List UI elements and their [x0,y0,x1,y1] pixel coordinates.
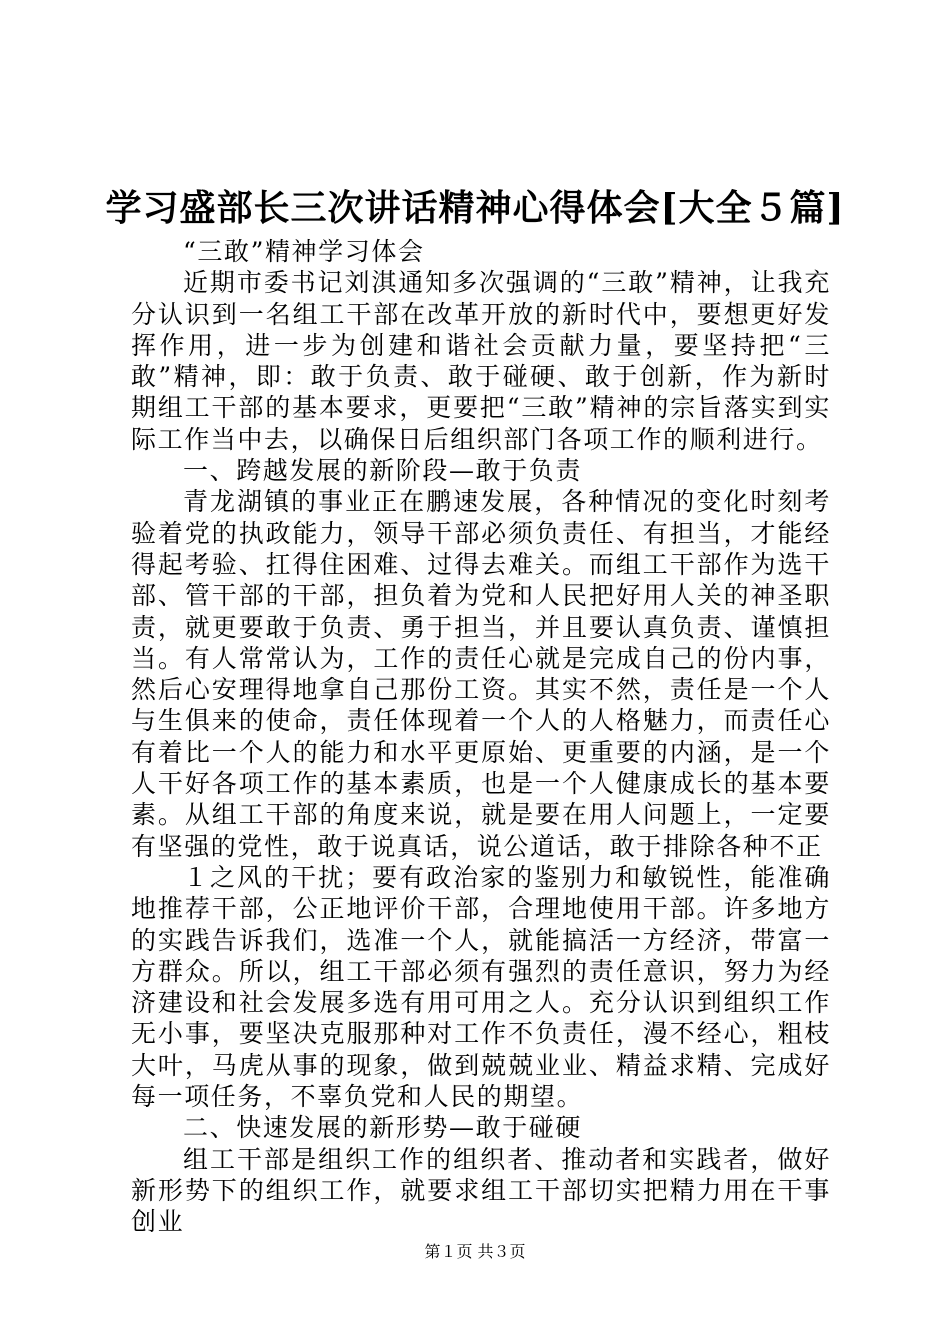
document-title: 学习盛部长三次讲话精神心得体会[大全５篇] [105,187,845,229]
page-footer: 第１页 共３页 [424,1242,526,1261]
document-body [131,236,831,1238]
subtitle-paragraph: “三敢”精神学习体会 [183,237,425,266]
intro-paragraph: 近期市委书记刘淇通知多次强调的“三敢”精神，让我充分认识到一名组工干部在改革开放的新时代中，要想更好发挥作用，进一步为创建和谐社会贡献力量，要坚持把“三敢”精神，即：敢于负责、敢于碰硬、敢于创新，作为新时期组工干部的基本要求，更要把“三敢”精神的宗旨落实到实际工作当中去，以确保日后组织部门各项工作的顺利进行。 [131,268,831,454]
section-heading-2: 二、快速发展的新形势—敢于碰硬 [183,1113,583,1143]
section-1-paragraph-1: 青龙湖镇的事业正在鹏速发展，各种情况的变化时刻考验着党的执政能力，领导干部必须负责任、有担当，才能经得起考验、扛得住困难、过得去难关。而组工干部作为选干部、管干部的干部，担负着为党和人民把好用人关的神圣职责，就更要敢于负责、勇于担当，并且要认真负责、谨慎担当。有人常常认为，工作的责任心就是完成自己的份内事，然后心安理得地拿自己那份工资。其实不然，责任是一个人与生俱来的使命，责任体现着一个人的人格魅力，而责任心有着比一个人的能力和水平更原始、更重要的内涵，是一个人干好各项工作的基本素质，也是一个人健康成长的基本要素。从组工干部的角度来说，就是要在用人问题上，一定要有坚强的党性，敢于说真话，说公道话，敢于排除各种不正 [131,487,831,861]
section-1-paragraph-2: １之风的干扰；要有政治家的鉴别力和敏锐性，能准确地推荐干部，公正地评价干部，合理地使用干部。许多地方的实践告诉我们，选准一个人，就能搞活一方经济，带富一方群众。所以，组工干部必须有强烈的责任意识，努力为经济建设和社会发展多选有用可用之人。充分认识到组织工作无小事，要坚决克服那种对工作不负责任，漫不经心，粗枝大叶，马虎从事的现象，做到兢兢业业、精益求精、完成好每一项任务，不辜负党和人民的期望。 [131,862,831,1112]
section-2-paragraph-1: 组工干部是组织工作的组织者、推动者和实践者，做好新形势下的组织工作，就要求组工干部切实把精力用在干事创业 [131,1144,831,1237]
section-heading-1: 一、跨越发展的新阶段—敢于负责 [183,456,583,486]
